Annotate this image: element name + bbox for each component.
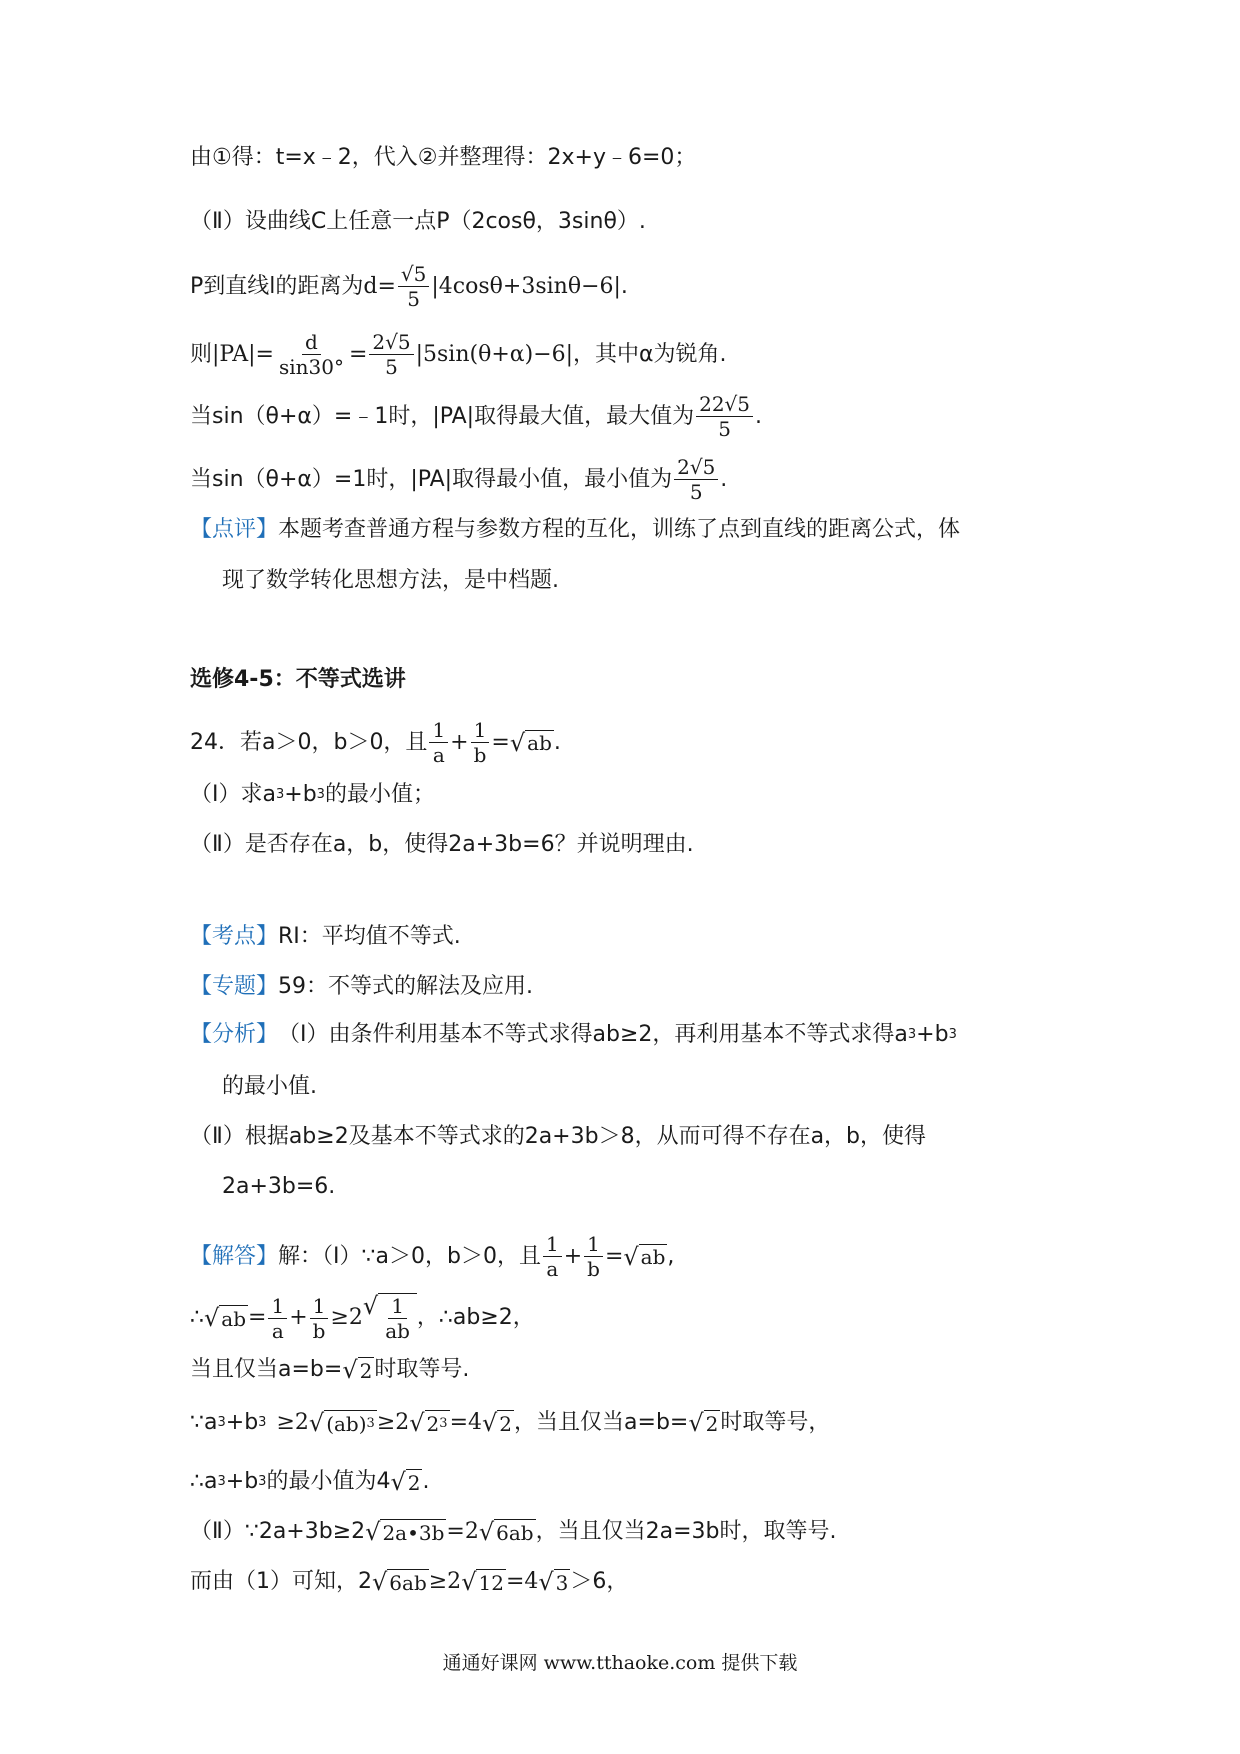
problem-24-q2 [190, 830, 1120, 860]
solution-line-2 [190, 207, 1120, 237]
fraction [268, 1294, 287, 1343]
sqrt: √ 6ab [372, 1568, 427, 1596]
text: 的最小值； [324, 782, 435, 807]
sqrt-body: 2 [407, 1470, 421, 1495]
text: ∴a [190, 1469, 218, 1494]
denominator: 5 [689, 480, 703, 504]
problem-24-stem [190, 718, 1120, 767]
sqrt-body: 12 [478, 1570, 504, 1595]
equals: =2 [446, 1519, 479, 1544]
ge: ≥2 [376, 1410, 410, 1435]
text: . [755, 403, 763, 429]
review-tag: 【点评】 [190, 517, 279, 542]
solution-line-6 [190, 455, 1120, 504]
sqrt: √ 2 [688, 1409, 719, 1437]
numerator: 1 [310, 1294, 329, 1319]
review-line-1 [190, 515, 1120, 545]
denominator: 5 [385, 355, 398, 379]
text: RI：平均值不等式. [278, 924, 461, 949]
denominator: sin30° [278, 355, 344, 379]
text: 2 [426, 1411, 440, 1436]
sqrt-body: ab [221, 1306, 247, 1331]
kaodian-tag: 【考点】 [190, 924, 279, 949]
text: 的最小值为4 [266, 1469, 391, 1494]
text: , [667, 1243, 675, 1269]
text: ，∴ab≥2， [416, 1305, 535, 1330]
problem-24-q1: （Ⅰ）求a 3 +b 3 的最小值； [190, 780, 1120, 810]
fraction [674, 455, 718, 504]
text: P到直线l的距离为 [190, 273, 364, 299]
denominator: ab [385, 1319, 410, 1343]
text: 解：（Ⅰ）∵a＞0，b＞0，且 [278, 1243, 541, 1269]
denominator: b [587, 1257, 600, 1281]
plus: + [289, 1305, 308, 1330]
ge: ≥2 [276, 1410, 309, 1435]
text: . [620, 273, 628, 299]
sqrt: √ 2 [482, 1409, 513, 1437]
text: 59：不等式的解法及应用. [278, 974, 534, 999]
plus: + [450, 729, 469, 755]
math-d: d= [363, 273, 396, 299]
text: （Ⅱ）是否存在a，b，使得2a+3b=6？并说明理由. [190, 832, 694, 857]
answer-line-6 [190, 1517, 1120, 1547]
denominator: 5 [718, 417, 731, 441]
fraction [398, 262, 429, 311]
answer-line-1 [190, 1232, 1120, 1281]
text: ∵a [190, 1410, 218, 1435]
sqrt: √ 2 3 [409, 1409, 448, 1437]
fraction [310, 1294, 329, 1343]
denominator: a [546, 1257, 559, 1281]
solution-line-1 [190, 143, 1120, 173]
numerator: √5 [398, 262, 429, 287]
fraction [382, 1294, 413, 1343]
text: . [553, 729, 561, 755]
sqrt-body: 2 3 [426, 1411, 448, 1436]
sqrt: √ 12 [461, 1568, 504, 1596]
denominator: a [271, 1318, 284, 1343]
sqrt-body: ab [640, 1245, 666, 1269]
numerator: 22√5 [696, 392, 753, 417]
fraction [471, 718, 490, 767]
sqrt-body: 2 [359, 1358, 373, 1383]
equals: = [604, 1243, 624, 1269]
text: . [720, 466, 728, 492]
text: （Ⅱ）设曲线C上任意一点P（2cosθ，3sinθ）. [190, 209, 646, 234]
text: 时取等号， [720, 1410, 831, 1435]
text: 则 [190, 341, 213, 367]
sqrt: √ 3 [538, 1568, 569, 1596]
sqrt-body: ab [527, 731, 552, 755]
fenxi-line-4 [222, 1172, 1120, 1202]
fraction [369, 330, 413, 379]
text: +b [916, 1022, 949, 1047]
answer-line-7 [190, 1567, 1120, 1597]
numerator: 1 [471, 718, 490, 743]
answer-tag: 【解答】 [190, 1243, 279, 1269]
sqrt-body: 3 [555, 1570, 569, 1595]
denominator: b [473, 743, 487, 767]
abs-expression: |5sin(θ+α)−6| [415, 341, 574, 367]
numerator: d [302, 330, 321, 355]
fraction [276, 330, 347, 379]
answer-line-2 [190, 1293, 1120, 1343]
solution-line-5 [190, 392, 1120, 441]
numerator: 2√5 [369, 330, 413, 355]
abs-expression: |4cosθ+3sinθ−6| [431, 273, 621, 299]
text: （Ⅰ）求a [190, 782, 276, 807]
sqrt-body: (ab) 3 [326, 1411, 375, 1436]
sqrt-body: 2 [705, 1411, 719, 1436]
solution-line-3 [190, 262, 1120, 311]
text: 当sin（θ+α）=1时，|PA|取得最小值，最小值为 [190, 466, 673, 492]
text: （Ⅱ）∵2a+3b≥2 [190, 1519, 366, 1544]
sqrt-body [378, 1293, 417, 1343]
sqrt: √ 2 [390, 1468, 421, 1496]
numerator: 1 [429, 718, 448, 743]
denominator: 5 [407, 287, 421, 311]
sqrt: √ 2 [342, 1356, 373, 1384]
text: 当sin（θ+α）=﹣1时，|PA|取得最大值，最大值为 [190, 403, 695, 429]
zhuanti-line [190, 972, 1120, 1002]
sqrt: √ ab [509, 728, 552, 757]
numerator: 1 [388, 1294, 407, 1319]
review-line-2 [222, 566, 1120, 596]
plus: + [563, 1243, 583, 1269]
sqrt-body: 6ab [496, 1520, 534, 1545]
text: ∴ [190, 1305, 204, 1330]
fenxi-line-1: 【分析】 （Ⅰ）由条件利用基本不等式求得ab≥2，再利用基本不等式求得a 3 +b 3 [190, 1020, 1120, 1050]
text: ，当且仅当a=b= [514, 1410, 689, 1435]
numerator: 2√5 [674, 455, 718, 480]
page-footer [0, 1648, 1240, 1675]
fenxi-tag: 【分析】 [190, 1022, 279, 1047]
equals: = [348, 341, 368, 367]
sqrt: √ (ab) 3 [308, 1409, 375, 1437]
numerator: 1 [584, 1232, 603, 1257]
fenxi-line-3 [190, 1122, 1120, 1152]
sqrt-body: 2a•3b [382, 1520, 445, 1545]
zhuanti-tag: 【专题】 [190, 974, 279, 999]
text: 2a+3b=6. [222, 1174, 336, 1199]
text: 当且仅当a=b= [190, 1357, 343, 1382]
text: 现了数学转化思想方法，是中档题. [222, 568, 559, 593]
equals: = [491, 729, 510, 755]
text: 本题考查普通方程与参数方程的互化，训练了点到直线的距离公式，体 [278, 517, 961, 542]
denominator: b [312, 1318, 326, 1343]
fraction [429, 718, 448, 767]
fraction [543, 1232, 562, 1281]
fenxi-line-2 [222, 1072, 1120, 1102]
numerator: 1 [543, 1232, 562, 1257]
section-title [190, 665, 1120, 695]
text: 的最小值. [222, 1074, 317, 1099]
fraction [584, 1232, 603, 1281]
abs-expression: |PA|= [212, 341, 274, 367]
equals: =4 [449, 1410, 482, 1435]
text: ＞6， [570, 1569, 629, 1594]
text: . [422, 1469, 430, 1494]
solution-line-4 [190, 330, 1120, 379]
text: +b [225, 1410, 259, 1435]
answer-line-3 [190, 1355, 1120, 1385]
text: ，其中α为锐角. [573, 341, 727, 367]
footer-text: 通通好课网 www.tthaoke.com 提供下载 [442, 1652, 798, 1674]
equals: =4 [505, 1569, 539, 1594]
kaodian-line [190, 922, 1120, 952]
sqrt: √ $\frac{1}{ab}$ [363, 1293, 417, 1343]
text: (ab) [326, 1411, 367, 1436]
equals: = [248, 1305, 267, 1330]
answer-line-4: ∵a 3 +b 3 ≥2 √ (ab) 3 ≥2 √ 2 3 =4 √ 2 ，当且仅当a=b= √ 2 时取等号， [190, 1409, 831, 1437]
sqrt-body: 2 [499, 1411, 513, 1436]
sqrt-body: 6ab [389, 1570, 427, 1595]
text: （Ⅰ）由条件利用基本不等式求得ab≥2，再利用基本不等式求得a [278, 1022, 908, 1047]
text: 时取等号. [374, 1357, 470, 1382]
text: （Ⅱ）根据ab≥2及基本不等式求的2a+3b＞8，从而可得不存在a，b，使得 [190, 1124, 927, 1149]
fraction [696, 392, 753, 441]
ge: ≥2 [428, 1569, 462, 1594]
text: 而由（1）可知，2 [190, 1569, 372, 1594]
numerator: 1 [268, 1294, 287, 1319]
sqrt: √ ab [204, 1304, 247, 1332]
text: +b [284, 782, 317, 807]
text: 24．若a＞0，b＞0，且 [190, 729, 428, 755]
text: 由①得：t=x﹣2，代入②并整理得：2x+y﹣6=0； [190, 145, 697, 170]
text: 选修4-5：不等式选讲 [190, 667, 406, 692]
answer-line-5: ∴a 3 +b 3 的最小值为4 √ 2 . [190, 1468, 430, 1496]
ge: ≥2 [330, 1305, 363, 1330]
text: ，当且仅当2a=3b时，取等号. [535, 1519, 837, 1544]
text: +b [225, 1469, 259, 1494]
sqrt: √ ab [623, 1242, 666, 1271]
denominator: a [432, 743, 445, 767]
sqrt: √ 2a•3b [365, 1518, 445, 1546]
sqrt: √ 6ab [478, 1518, 534, 1546]
